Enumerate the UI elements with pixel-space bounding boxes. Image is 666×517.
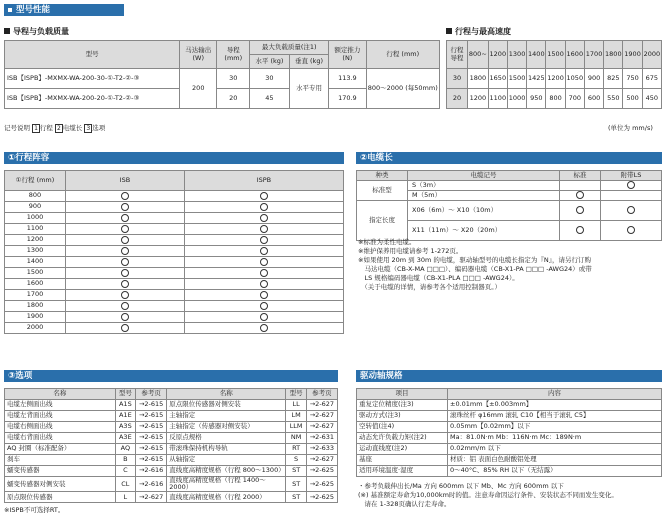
stroke-header: 800~ [468,41,489,69]
cable-ls-header: 附带LS [601,171,662,181]
opt-cell: CL [115,477,135,492]
opt-cell: 带滚珠保持机构导轨 [167,444,286,455]
speed-cell: 1050 [565,69,584,89]
opt-cell: S [286,455,306,466]
square-bullet-icon [4,28,10,34]
square-bullet-icon [446,28,452,34]
opt-cell: →2-615 [136,433,167,444]
circle-icon [260,280,268,288]
opt-cell: →2-615 [136,411,167,422]
table-row [5,323,344,334]
stroke-cell: 1800 [5,301,66,312]
stroke-cell: 2000 [5,323,66,334]
opt-cell: L [115,492,135,503]
opt-cell: →2-625 [306,477,337,492]
opt-cell: →2-625 [306,466,337,477]
model-cell: ISB【ISPB】-MXMX-WA-200-20-①-T2-②-③ [5,89,180,109]
opt-cell: 蠕变传感器对侧安装 [5,477,116,492]
opt-cell: 原点限位传感器对侧安装 [167,400,286,411]
table-row [5,191,344,202]
stroke-header: 1900 [623,41,642,69]
speed-cell: 1800 [468,69,489,89]
table-row [5,290,344,301]
options-table [4,388,338,503]
table-row [5,400,338,411]
opt-cell: C [115,466,135,477]
circle-icon [627,206,635,214]
opt-cell: AQ 封圈（标准配备） [5,444,116,455]
cable-code: X11（11m）～ X20（20m） [408,221,560,241]
circle-icon [121,313,129,321]
opt-cell: 电缆右侧面出线 [5,422,116,433]
opt-cell: →2-615 [136,422,167,433]
stroke-cell: 1400 [5,257,66,268]
opt-cell: →2-625 [306,492,337,503]
table-row [5,279,344,290]
cable-code-header: 电缆记号 [408,171,560,181]
stroke-header: 1300 [507,41,526,69]
circle-icon [627,226,635,234]
cable-notes: ※标准为柔性电缆。 ※维护保养用电缆请参考 1-272页。 ※如果使用 20m 到 30m 的电缆，驱动轴型号的电缆长指定为『N』，请另行订购 马达电缆（CB-X-MA □□□）、编码器电缆（CB-X1-PA □□□ -AWG24）或带 LS 规格编码器电缆（CB-X1-PLA □□□ -AWG24）。 （关于电缆的详情，请参考各个适用控制器页。） [358,238,592,291]
cable-code: X06（6m）～ X10（10m） [408,201,560,221]
lead-header: 20 [447,89,468,109]
table-row [447,69,662,89]
stroke-list-table [4,170,344,334]
opt-cell: 直线度高精度规格（行程 2000） [167,492,286,503]
stroke-cell: 1600 [5,279,66,290]
circle-icon [260,203,268,211]
circle-icon [260,324,268,332]
thrust-cell: 113.9 [329,69,366,89]
opt-cell: →2-616 [136,477,167,492]
stroke-cell: 800～2000 (每50mm) [366,69,439,109]
isb-header: ISB [66,171,185,191]
drive-item: 运动直线度(注2) [357,444,448,455]
col-thrust: 额定推力 (N) [329,41,366,69]
opt-page-header: 参考页 [306,389,337,400]
vert-cell: 水平专用 [289,69,329,109]
speed-cell: 500 [623,89,642,109]
thrust-cell: 170.9 [329,89,366,109]
col-stroke: 行程 (mm) [366,41,439,69]
circle-icon [260,225,268,233]
stroke-header: 1500 [546,41,565,69]
section-title-bar [4,4,124,16]
table-row [447,89,662,109]
drive-content: Ma：81.0N·m Mb：116N·m Mc：189N·m [448,433,662,444]
circle-icon [260,247,268,255]
table-row [5,312,344,323]
table-row [357,422,662,433]
table-row [357,444,662,455]
speed-cell: 800 [546,89,565,109]
horiz-cell: 30 [250,69,290,89]
stroke-header: 1400 [527,41,546,69]
opt-cell: 电缆左侧面出线 [5,400,116,411]
stroke-header: 2000 [642,41,661,69]
opt-cell: →2-631 [306,433,337,444]
lead-cell: 20 [217,89,250,109]
drive-item: 驱动方式(注3) [357,411,448,422]
options-bar: ③选项 [4,370,338,382]
table-row [5,422,338,433]
drive-item: 空转值(注4) [357,422,448,433]
drive-item-header: 项目 [357,389,448,400]
speed-cell: 1650 [488,69,507,89]
circle-icon [260,258,268,266]
table-row [5,301,344,312]
opt-cell: 从轴指定 [167,455,286,466]
stroke-cell: 1100 [5,224,66,235]
opt-cell: AQ [115,444,135,455]
cable-code: S（3m） [408,181,560,191]
table-row [5,69,440,89]
speed-corner: 行程 导程 [447,41,468,69]
speed-cell: 1200 [468,89,489,109]
speed-cell: 825 [604,69,623,89]
section-title: 型号性能 [16,5,51,15]
circle-icon [121,236,129,244]
stroke-cell: 1000 [5,213,66,224]
circle-icon [576,226,584,234]
lead-header: 30 [447,69,468,89]
opt-cell: A1E [115,411,135,422]
stroke-cell: 1300 [5,246,66,257]
stroke-header: 1800 [604,41,623,69]
opt-cell: LM [286,411,306,422]
speed-cell: 900 [584,69,603,89]
circle-icon [260,269,268,277]
opt-cell: B [115,455,135,466]
opt-cell: 电缆左背面出线 [5,411,116,422]
stroke-cell: 800 [5,191,66,202]
opt-cell: RT [286,444,306,455]
speed-title: 行程与最高速度 [446,26,511,37]
speed-cell: 1100 [488,89,507,109]
opt-cell: ST [286,492,306,503]
drive-content: ±0.01mm【±0.003mm】 [448,400,662,411]
circle-icon [121,192,129,200]
lead-cell: 30 [217,69,250,89]
circle-icon [260,302,268,310]
opt-cell: →2-627 [306,422,337,433]
opt-cell: →2-627 [136,492,167,503]
circle-icon [260,192,268,200]
stroke-cell: 1900 [5,312,66,323]
stroke-cell: 1500 [5,268,66,279]
opt-cell: →2-615 [136,455,167,466]
options-note: ※ISPB不可选择RT。 [4,506,65,514]
opt-cell: A3S [115,422,135,433]
drive-bar: 驱动轴规格 [356,370,662,382]
opt-cell: 直线度高精度规格（行程 800～1300） [167,466,286,477]
table-row [357,400,662,411]
opt-cell: →2-615 [136,400,167,411]
circle-icon [260,313,268,321]
table-row [357,455,662,466]
circle-icon [260,236,268,244]
cable-type-std: 标准型 [357,181,408,201]
col-model: 型号 [5,41,180,69]
opt-cell: →2-627 [306,400,337,411]
motor-cell: 200 [180,69,217,109]
circle-icon [576,206,584,214]
speed-cell: 1200 [546,69,565,89]
col-motor: 马达输出 (W) [180,41,217,69]
speed-unit: (单位为 mm/s) [608,124,653,132]
col-maxload: 最大负载质量(注1) [250,41,329,55]
opt-cell: ST [286,477,306,492]
drive-table [356,388,662,477]
table-row [5,444,338,455]
table-row [5,477,338,492]
speed-cell: 950 [527,89,546,109]
circle-icon [121,225,129,233]
table-row [5,202,344,213]
speed-cell: 450 [642,89,661,109]
opt-cell: LL [286,400,306,411]
drive-content: 0.05mm【0.02mm】以下 [448,422,662,433]
stroke-cell: 900 [5,202,66,213]
table-row [5,246,344,257]
drive-item: 动态允许负载力矩(注2) [357,433,448,444]
stroke-header: 1700 [584,41,603,69]
circle-icon [121,247,129,255]
opt-cell: 原点限位传感器 [5,492,116,503]
drive-content: 材质：铝 表面白色耐酸铝处理 [448,455,662,466]
drive-item: 基座 [357,455,448,466]
speed-cell: 600 [584,89,603,109]
table-row [357,201,662,221]
drive-content: 0～40°C、85% RH 以下（无结露） [448,466,662,477]
opt-cell: →2-627 [306,411,337,422]
opt-cell: A3E [115,433,135,444]
speed-cell: 700 [565,89,584,109]
circle-icon [121,214,129,222]
cable-table [356,170,662,241]
col-horiz: 水平 (kg) [250,55,290,69]
circle-icon [121,291,129,299]
ispb-header: ISPB [184,171,343,191]
model-load-table [4,40,440,109]
opt-code-header: 型号 [286,389,306,400]
circle-icon [260,214,268,222]
drive-item: 适用环境温度·湿度 [357,466,448,477]
table-row [5,492,338,503]
table-row [357,411,662,422]
col-lead: 导程 (mm) [217,41,250,69]
stroke-header: ①行程 (mm) [5,171,66,191]
cable-type-header: 种类 [357,171,408,181]
horiz-cell: 45 [250,89,290,109]
opt-cell: 反原点规格 [167,433,286,444]
square-icon [8,8,12,12]
circle-icon [260,291,268,299]
opt-cell: 蠕变传感器 [5,466,116,477]
table-row [357,466,662,477]
speed-cell: 1000 [507,89,526,109]
circle-icon [576,191,584,199]
drive-notes: ・参考负载伸出长/Ma 方向 600mm 以下 Mb、Mc 方向 600mm 以下 (※) 基准额定寿命为10,000km时的值。注意寿命因运行条件、安装状态不同而发生变化。 请在 1-328页确认行走寿命。 [358,482,618,508]
speed-cell: 1500 [507,69,526,89]
speed-cell: 550 [604,89,623,109]
cable-code: M（5m） [408,191,560,201]
stroke-cell: 1700 [5,290,66,301]
opt-cell: 刹车 [5,455,116,466]
table-row [357,433,662,444]
table-row [5,411,338,422]
stroke-header: 1600 [565,41,584,69]
legend: 记号说明 1 行程 2 电缆长 3 选项 [4,124,106,132]
opt-cell: NM [286,433,306,444]
stroke-cell: 1200 [5,235,66,246]
circle-icon [121,269,129,277]
table-row [5,466,338,477]
table-row [5,213,344,224]
opt-cell: →2-615 [136,444,167,455]
drive-item: 重复定位精度(注3) [357,400,448,411]
circle-icon [121,324,129,332]
table-row [5,235,344,246]
table-row [5,433,338,444]
table-row [5,257,344,268]
opt-cell: 直线度高精度规格（行程 1400～2000） [167,477,286,492]
cable-type-spec: 指定长度 [357,201,408,241]
opt-cell: 主轴指定 [167,411,286,422]
stroke-list-bar: ①行程阵容 [4,152,344,164]
model-cell: ISB【ISPB】-MXMX-WA-200-30-①-T2-②-③ [5,69,180,89]
circle-icon [627,181,635,189]
drive-content: 0.02mm/m 以下 [448,444,662,455]
opt-cell: →2-633 [306,444,337,455]
opt-page-header: 参考页 [136,389,167,400]
drive-content-header: 内容 [448,389,662,400]
opt-cell: 电缆右背面出线 [5,433,116,444]
model-load-title: 导程与负载质量 [4,26,69,37]
opt-cell: A1S [115,400,135,411]
circle-icon [121,258,129,266]
opt-name-header: 名称 [5,389,116,400]
table-row [5,224,344,235]
table-row [5,268,344,279]
speed-cell: 675 [642,69,661,89]
opt-cell: →2-627 [306,455,337,466]
opt-name-header: 名称 [167,389,286,400]
circle-icon [121,203,129,211]
stroke-header: 1200 [488,41,507,69]
speed-cell: 750 [623,69,642,89]
col-vert: 垂直 (kg) [289,55,329,69]
table-row [5,455,338,466]
opt-cell: →2-616 [136,466,167,477]
speed-table [446,40,662,109]
opt-cell: ST [286,466,306,477]
circle-icon [121,280,129,288]
circle-icon [121,302,129,310]
speed-cell: 1425 [527,69,546,89]
opt-code-header: 型号 [115,389,135,400]
cable-std-header: 标准 [560,171,601,181]
drive-content: 滚珠丝杆 φ16mm 滚轧 C10【相当于滚轧 C5】 [448,411,662,422]
table-row [357,181,662,191]
opt-cell: LLM [286,422,306,433]
opt-cell: 主轴指定（传感器对侧安装） [167,422,286,433]
cable-bar: ②电缆长 [356,152,662,164]
